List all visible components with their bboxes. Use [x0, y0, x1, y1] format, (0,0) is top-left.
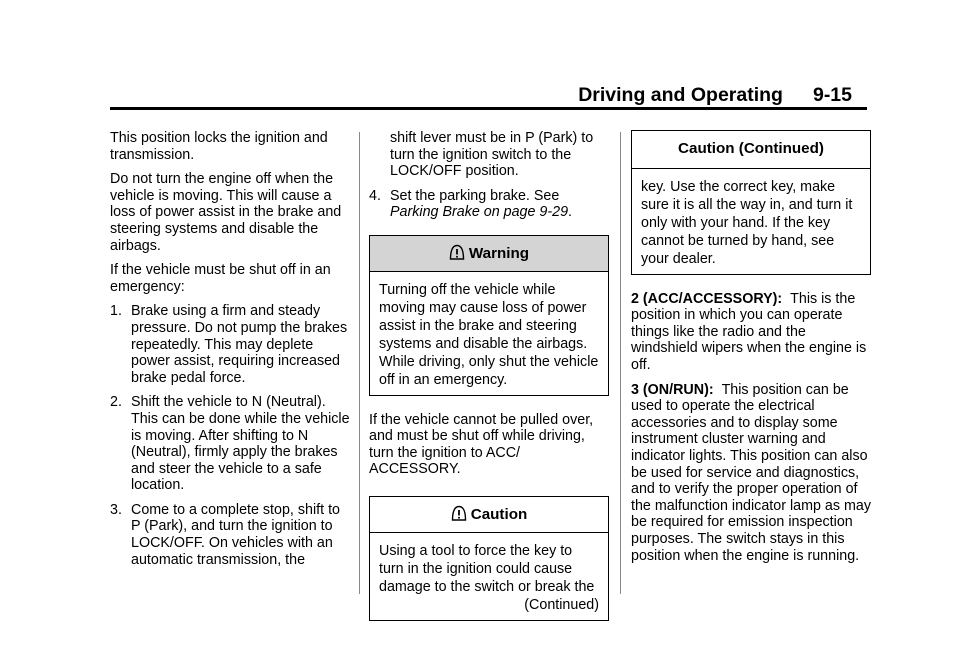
page-number: 9-15 [812, 84, 852, 106]
paragraph: This position locks the ignition and transmission. [110, 130, 328, 163]
list-item [110, 303, 350, 386]
caution-icon [451, 505, 467, 522]
list-item [110, 502, 350, 568]
caution-body: Using a tool to force the key to turn in the ignition could cause damage to the switch or break the [379, 542, 595, 595]
caution-continued-box [631, 130, 871, 275]
caution-title: Caution [470, 505, 528, 523]
caution-continued-header: Caution (Continued) [632, 131, 870, 169]
caution-header [370, 497, 608, 533]
on-lead: 3 (ON/RUN): [631, 381, 714, 398]
section-title: Driving and Operating [578, 84, 783, 106]
list-number: 2. [110, 394, 122, 411]
on-text: This position can be used to operate the electrical accessories and to display some instrument cluster warning and indicator lights. This position can also be used for service and diagnostics, and to verify the proper operation of the malfunction indicator lamp as may be required for emission inspection purposes. The switch stays in this position when the engine is running. [631, 381, 871, 564]
caution-continued-body: key. Use the correct key, make sure it is all the way in, and turn it only with your hand. If the key cannot be turned by hand, see your dealer. [641, 178, 853, 267]
list-number: 1. [110, 303, 122, 320]
list-text: Set the parking brake. See [390, 187, 560, 204]
warning-header [370, 236, 608, 272]
on-paragraph [631, 382, 871, 565]
list-number: 3. [110, 501, 122, 518]
list-text: Shift the vehicle to N (Neutral). This can be done while the vehicle is moving. After shifting to N (Neutral), firmly apply the brakes and steer the vehicle to a safe location. [131, 394, 350, 494]
warning-icon [449, 244, 465, 261]
list-text-end: . [568, 204, 573, 221]
list-item [110, 394, 350, 494]
column-2 [369, 130, 609, 637]
cross-reference: Parking Brake on page 9-29 [390, 204, 569, 221]
paragraph: If the vehicle cannot be pulled over, and must be shut off while driving, turn the ignition to ACC/ ACCESSORY. [369, 411, 594, 478]
page-header [578, 84, 852, 107]
warning-box [369, 235, 609, 396]
column-divider [620, 132, 621, 594]
continued-label: (Continued) [524, 596, 599, 613]
paragraph: If the vehicle must be shut off in an emergency: [110, 262, 331, 295]
column-3 [631, 130, 871, 572]
warning-body: Turning off the vehicle while moving may cause loss of power assist in the brake and steering systems and disable the airbags. While driving, only shut the vehicle off in an emergency. [379, 281, 599, 388]
list-number: 4. [369, 187, 381, 204]
list-item-continuation: shift lever must be in P (Park) to turn the ignition switch to the LOCK/OFF position. [390, 130, 594, 180]
acc-lead: 2 (ACC/ACCESSORY): [631, 290, 783, 307]
column-divider [359, 132, 360, 594]
list-item [369, 188, 609, 221]
caution-box [369, 496, 609, 621]
warning-title: Warning [468, 244, 530, 262]
column-1 [110, 130, 350, 576]
list-text: Come to a complete stop, shift to P (Park), and turn the ignition to LOCK/OFF. On vehicles with an automatic transmission, the [131, 501, 340, 568]
list-text: Brake using a firm and steady pressure. Do not pump the brakes repeatedly. This may deplete power assist, requiring increased brake pedal force. [131, 303, 348, 386]
header-rule [110, 107, 867, 110]
acc-paragraph [631, 291, 871, 374]
paragraph: Do not turn the engine off when the vehicle is moving. This will cause a loss of power assist in the brake and steering systems and disable the airbags. [110, 171, 342, 254]
acc-text: This is the position in which you can operate things like the radio and the windshield wipers when the engine is off. [631, 290, 867, 373]
